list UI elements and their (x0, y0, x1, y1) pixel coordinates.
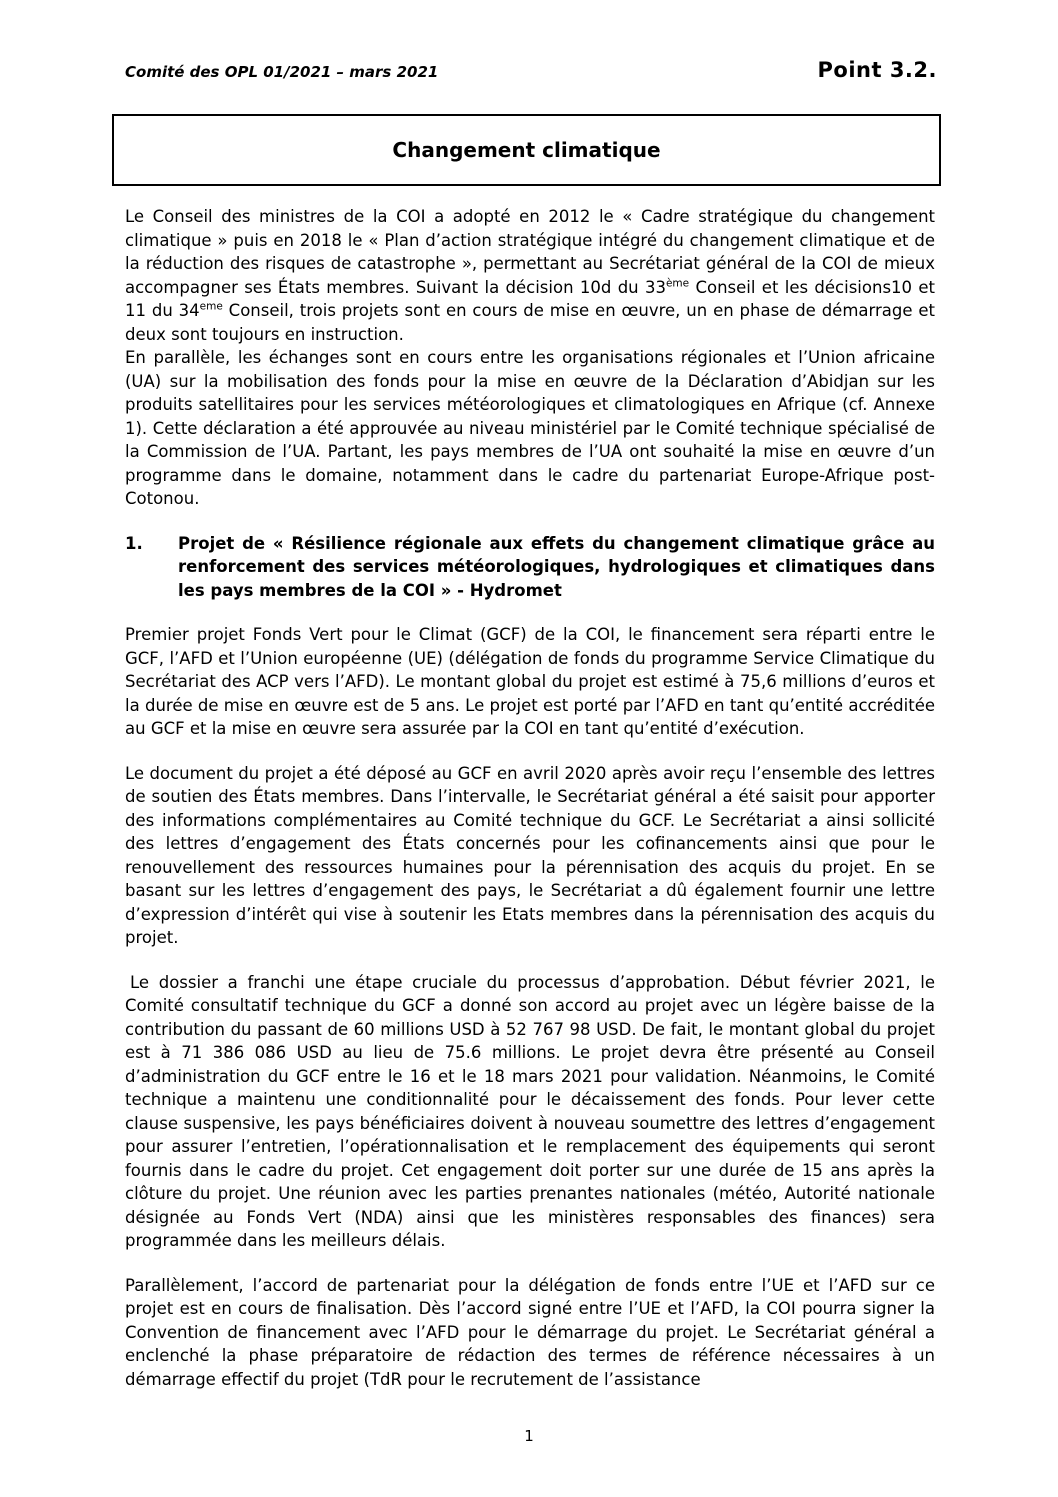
document-reference: Comité des OPL 01/2021 – mars 2021 (125, 63, 439, 81)
document-body (125, 205, 935, 1412)
paragraph-intro-strategie (125, 205, 935, 346)
section-heading-hydromet (125, 532, 935, 603)
ordinal-superscript-34: eme (199, 300, 223, 313)
intro-text-part3: Conseil, trois projets sont en cours de mise en œuvre, un en phase de démarrage et deux sont toujours en instruction. (125, 301, 935, 344)
page-header (125, 58, 937, 82)
paragraph-depot-dossier: Le document du projet a été déposé au GCF en avril 2020 après avoir reçu l’ensemble des lettres de soutien des États membres. Dans l’intervalle, le Secrétariat général a été saisit pour apporter des informations complémentaires au Comité technique du GCF. Le Secrétariat a ainsi sollicité des lettres d’engagement des États concernés pour les cofinancements ainsi que pour le renouvellement des ressources humaines pour la pérennisation des acquis du projet. En se basant sur les lettres d’engagement des pays, le Secrétariat a dû également fournir une lettre d’expression d’intérêt qui vise à soutenir les Etats membres dans la pérennisation des acquis du projet. (125, 763, 935, 947)
paragraph-union-africaine: En parallèle, les échanges sont en cours entre les organisations régionales et l’Union africaine (UA) sur la mobilisation des fonds pour la mise en œuvre de la Déclaration d’Abidjan sur les produits satellitaires pour les services météorologiques et climatologiques en Afrique (cf. Annexe 1). Cette déclaration a été approuvée au niveau ministériel par le Comité technique spécialisé de la Commission de l’UA. Partant, les pays membres de l’UA ont souhaité la mise en œuvre d’un programme dans le domaine, notamment dans le cadre du partenariat Europe-Afrique post-Cotonou. (125, 348, 935, 508)
title-box (112, 114, 941, 186)
paragraph-approbation: Le dossier a franchi une étape cruciale du processus d’approbation. Début février 2021, le Comité consultatif technique du GCF a donné son accord au projet avec un légère baisse de la contribution du passant de 60 millions USD à 52 767 98 USD. De fait, le montant global du projet est à 71 386 086 USD au lieu de 75.6 millions. Le projet devra être présenté au Conseil d’administration du GCF entre le 16 et le 18 mars 2021 pour validation. Néanmoins, le Comité technique a maintenu une conditionnalité pour le décaissement des fonds. Pour lever cette clause suspensive, les pays bénéficiaires doivent à nouveau soumettre des lettres d’engagement pour assurer l’entretien, l’opérationnalisation et le remplacement des équipements qui seront fournis dans le cadre du projet. Cet engagement doit porter sur une durée de 15 ans après la clôture du projet. Une réunion avec les parties prenantes nationales (météo, Autorité nationale désignée au Fonds Vert (NDA) ainsi que les ministères responsables des finances) sera programmée dans les meilleurs délais. (125, 972, 935, 1250)
intro-text-part2: Conseil et les décisions10 et 11 du 34 (125, 277, 935, 320)
section-number: 1. (125, 533, 143, 553)
paragraph-financement-gcf: Premier projet Fonds Vert pour le Climat (GCF) de la COI, le financement sera réparti entre le GCF, l’AFD et l’Union européenne (UE) (délégation de fonds du programme Service Climatique du Secrétariat des ACP vers l’AFD). Le montant global du projet est estimé à 75,6 millions d’euros et la durée de mise en œuvre est de 5 ans. Le projet est porté par l’AFD en tant qu’entité accréditée au GCF et la mise en œuvre sera assurée par la COI en tant qu’entité d’exécution. (125, 625, 935, 738)
page-number: 1 (524, 1427, 534, 1445)
ordinal-superscript-33: ème (665, 277, 690, 289)
agenda-point-label: Point 3.2. (817, 58, 937, 82)
paragraph-accord-partenariat: Parallèlement, l’accord de partenariat pour la délégation de fonds entre l’UE et l’AFD sur ce projet est en cours de finalisation. Dès l’accord signé entre l’UE et l’AFD, la COI pourra signer la Convention de financement avec l’AFD pour le démarrage du projet. Le Secrétariat général a enclenché la phase préparatoire de rédaction des termes de référence nécessaires à un démarrage effectif du projet (TdR pour le recrutement de l’assistance (125, 1275, 935, 1389)
section-title: Projet de « Résilience régionale aux effets du changement climatique grâce au renforcement des services météorologiques, hydrologiques et climatiques dans les pays membres de la COI » - Hydromet (178, 533, 935, 600)
document-title: Changement climatique (392, 138, 661, 162)
intro-text-part1: Le Conseil des ministres de la COI a adopté en 2012 le « Cadre stratégique du changement climatique » puis en 2018 le « Plan d’action stratégique intégré du changement climatique et de la réduction des risques de catastrophe », permettant au Secrétariat général de la COI de mieux accompagner ses États membres. Suivant la décision 10d du 33 (125, 207, 935, 297)
